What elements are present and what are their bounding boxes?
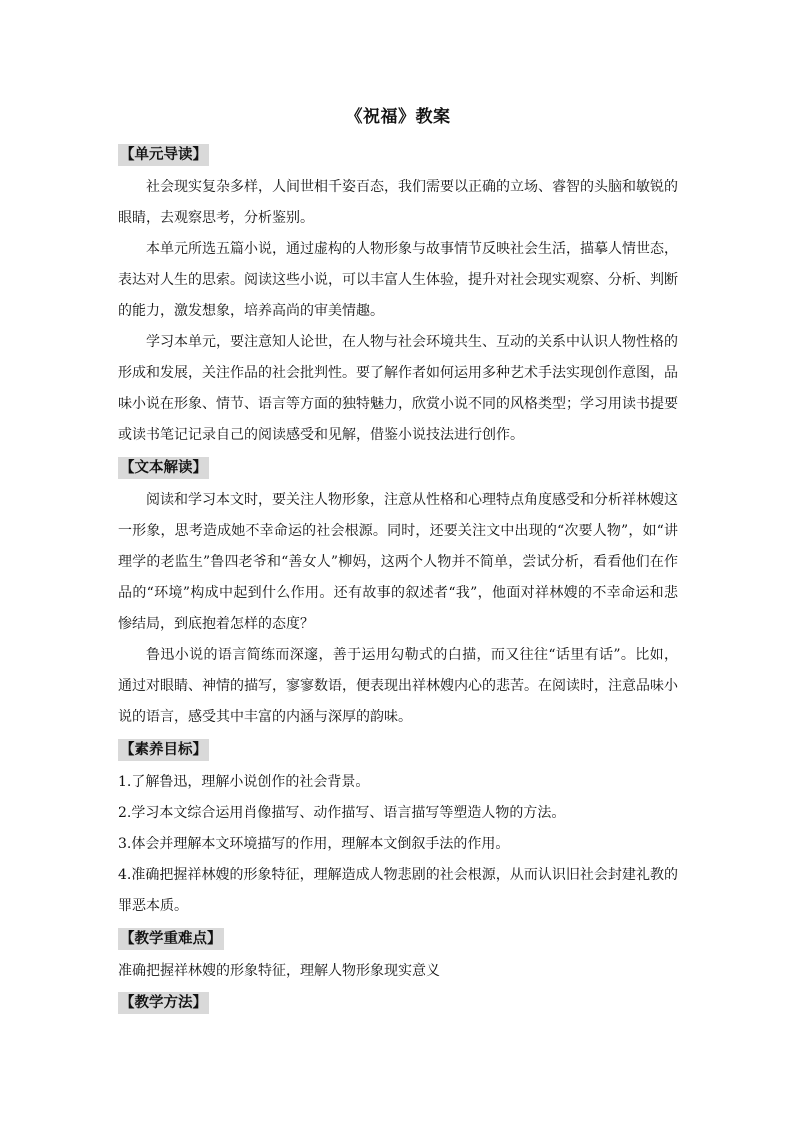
section-key-difficulties	[118, 922, 678, 986]
paragraph: 学习本单元，要注意知人论世，在人物与社会环境共生、互动的关系中认识人物性格的形成和发展，关注作品的社会批判性。要了解作者如何运用多种艺术手法实现创作意图，品味小说在形象、情节、语言等方面的独特魅力，欣赏小说不同的风格类型；学习用读书提要或读书笔记记录自己的阅读感受和见解，借鉴小说技法进行创作。	[118, 334, 678, 443]
section-teaching-methods	[118, 986, 678, 1020]
section-literacy-goals	[118, 733, 678, 922]
list-item: 2.学习本文综合运用肖像描写、动作描写、语言描写等塑造人物的方法。	[118, 805, 566, 821]
list-item: 1.了解鲁迅，理解小说创作的社会背景。	[118, 774, 370, 790]
list-item: 3.体会并理解本文环境描写的作用，理解本文倒叙手法的作用。	[118, 836, 510, 852]
section-heading: 【教学方法】	[118, 992, 209, 1014]
paragraph: 阅读和学习本文时，要关注人物形象，注意从性格和心理特点角度感受和分析祥林嫂这一形象，思考造成她不幸命运的社会根源。同时，还要关注文中出现的“次要人物”，如“讲理学的老监生”鲁四老爷和“善女人”柳妈，这两个人物并不简单，尝试分析，看看他们在作品的“环境”构成中起到什么作用。还有故事的叙述者“我”，他面对祥林嫂的不幸命运和悲惨结局，到底抱着怎样的态度？	[118, 492, 678, 632]
paragraph: 准确把握祥林嫂的形象特征，理解人物形象现实意义	[118, 963, 440, 979]
section-text-interpretation	[118, 451, 678, 733]
section-heading: 【文本解读】	[118, 457, 209, 479]
section-heading: 【素养目标】	[118, 739, 209, 761]
document-page	[118, 104, 678, 1020]
paragraph: 社会现实复杂多样，人间世相千姿百态，我们需要以正确的立场、睿智的头脑和敏锐的眼睛，去观察思考，分析鉴别。	[118, 179, 678, 226]
section-heading: 【单元导读】	[118, 144, 209, 166]
paragraph: 本单元所选五篇小说，通过虚构的人物形象与故事情节反映社会生活，描摹人情世态，表达对人生的思索。阅读这些小说，可以丰富人生体验，提升对社会现实观察、分析、判断的能力，激发想象，培养高尚的审美情趣。	[118, 241, 678, 319]
section-heading: 【教学重难点】	[118, 928, 224, 950]
paragraph: 鲁迅小说的语言简练而深邃，善于运用勾勒式的白描，而又往往“话里有话”。比如，通过对眼睛、神情的描写，寥寥数语，便表现出祥林嫂内心的悲苦。在阅读时，注意品味小说的语言，感受其中丰富的内涵与深厚的韵味。	[118, 647, 678, 725]
list-item: 4.准确把握祥林嫂的形象特征，理解造成人物悲剧的社会根源，从而认识旧社会封建礼教的罪恶本质。	[118, 867, 678, 914]
document-title: 《祝福》教案	[345, 107, 451, 127]
section-unit-guide	[118, 138, 678, 451]
